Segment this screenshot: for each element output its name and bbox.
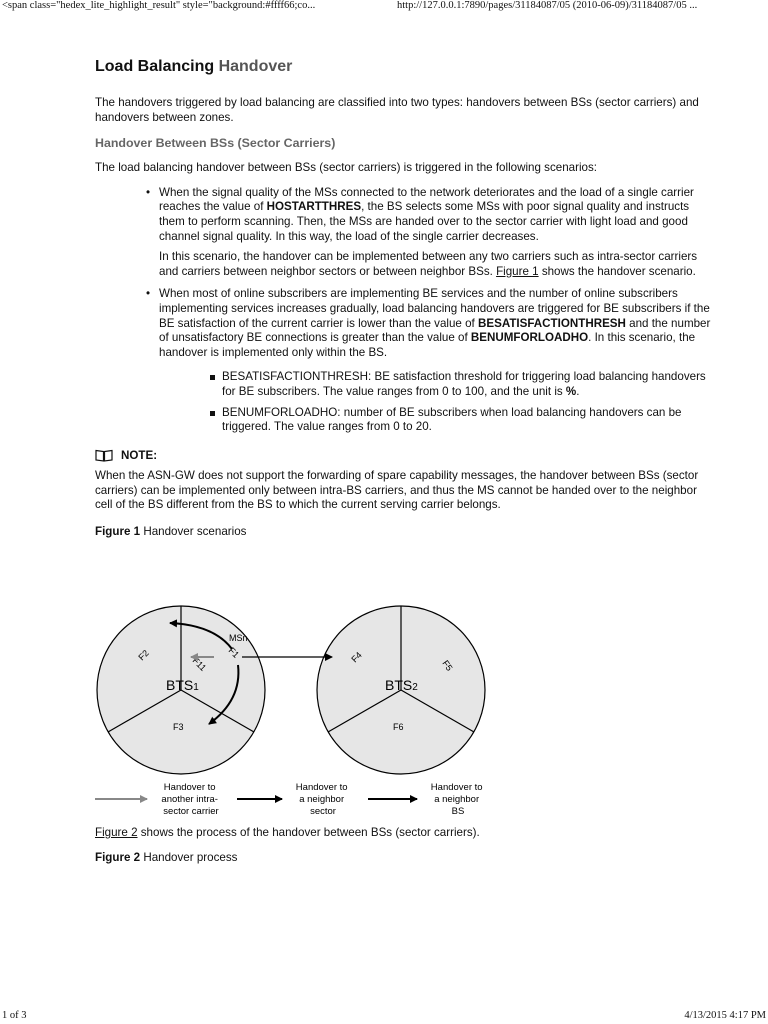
print-header-source: <span class="hedex_lite_highlight_result" style="background:#ffff66;co... (2, 0, 316, 11)
figure2-label: Figure 2 (95, 850, 141, 864)
param-besatisfactionthresh: BESATISFACTIONTHRESH (477, 316, 626, 330)
parameter-list (159, 370, 715, 434)
legend-label: Handover to a neighbor BS (430, 782, 483, 817)
bullet2-text: When most of online subscribers are implementing BE services and the number of online subscribers implementing services increases gradually, load balancing handovers are triggered for BE subscribers if the BE satisfaction of the current carrier is lower than the value of (159, 287, 710, 330)
title-accent: Handover (218, 58, 293, 75)
figure2-ref-text: shows the process of the handover between BSs (sector carriers). (137, 826, 480, 839)
param-unit: % (565, 384, 577, 398)
handover-scenarios-diagram (92, 605, 492, 830)
param-benumforloadho: BENUMFORLOADHO (470, 331, 589, 345)
bullet1-text: When the signal quality of the MSs connected to the network deteriorates and the load of a single carrier reaches the value of (159, 185, 694, 214)
bts2-label: BTS2 (385, 677, 418, 693)
print-datetime: 4/13/2015 4:17 PM (684, 1010, 766, 1021)
bullet1-sub-text: In this scenario, the handover can be implemented between any two carriers such as intra-sector carriers and carriers between neighbor sectors or between neighbor BSs. (159, 250, 698, 278)
sector-label: F2 (136, 647, 151, 663)
section-heading: Handover Between BSs (Sector Carriers) (95, 136, 336, 151)
param-hostartthres: HOSTARTTHRES (266, 200, 362, 214)
note-label: NOTE: (121, 448, 158, 462)
sector-label: F6 (393, 722, 404, 732)
param-desc: BENUMFORLOADHO: number of BE subscribers when load balancing handovers can be triggered. The value ranges from 0 to 20. (222, 405, 682, 434)
figure2-title: Handover process (143, 850, 238, 864)
figure1-label: Figure 1 (95, 525, 141, 539)
scenario-list (95, 186, 715, 435)
title-main: Load Balancing (95, 58, 215, 75)
bts1-label: BTS1 (166, 677, 199, 693)
sector-label: F1 (226, 645, 242, 660)
sector-label: F4 (349, 649, 364, 665)
param-desc: BESATISFACTIONTHRESH: BE satisfaction threshold for triggering load balancing handovers for BE subscribers. The value ranges from 0 to 100, and the unit is (222, 370, 706, 398)
sector-label: F5 (440, 658, 455, 673)
legend-label: Handover to another intra- sector carrier (161, 782, 219, 817)
bullet1-sub-text-end: shows the handover scenario. (538, 264, 696, 278)
bts1-cell (97, 606, 265, 774)
note-text: When the ASN-GW does not support the forwarding of spare capability messages, the handover between BSs (sector carriers) can be implemented only between intra-BS carriers, and thus the MS cannot be handed over to the neighbor cell of the BS different from the BS to which the current serving carrier belongs. (95, 469, 699, 512)
figure2-caption (95, 851, 715, 866)
bullet2-text-mid: and the number of unsatisfactory BE connections is greater than the value of (159, 316, 711, 345)
after-figure-text (95, 826, 715, 865)
bullet1-text-end: , the BS selects some MSs with poor signal quality and instructs them to perform scanning. Then, the MSs are handed over to the sector carrier with light load and good channel signal quality. In this way, the load of the single carrier decreases. (159, 200, 690, 243)
list-item (159, 186, 715, 280)
ms-label: MSn (229, 633, 248, 643)
document-body (95, 56, 715, 540)
page-number: 1 of 3 (2, 1010, 27, 1021)
bullet2-text-end: . In this scenario, the handover is implemented only within the BS. (159, 331, 696, 359)
param-desc-end: . (576, 384, 580, 398)
print-header-url: http://127.0.0.1:7890/pages/31184087/05 (2010-06-09)/31184087/05 ... (397, 0, 698, 11)
list-item (222, 406, 715, 435)
page-title (95, 56, 715, 78)
section-intro: The load balancing handover between BSs (sector carriers) is triggered in the following scenarios: (95, 161, 598, 175)
print-footer (0, 1010, 768, 1024)
bts2-cell (317, 606, 485, 774)
figure1-title: Handover scenarios (143, 525, 247, 539)
sector-label: F3 (173, 722, 184, 732)
list-item (222, 370, 715, 399)
diagram-legend (95, 782, 485, 817)
legend-label: Handover to a neighbor sector (295, 782, 348, 817)
figure1-caption (95, 525, 715, 540)
intro-paragraph: The handovers triggered by load balancing are classified into two types: handovers between BSs (sector carriers) and handovers between zones. (95, 96, 699, 124)
figure1-link[interactable]: Figure 1 (496, 264, 539, 278)
list-item (159, 287, 715, 434)
sector-label: F11 (190, 655, 209, 673)
print-header (0, 0, 768, 14)
figure2-reference (95, 826, 715, 841)
figure2-link[interactable]: Figure 2 (95, 826, 138, 839)
note-heading (95, 449, 715, 464)
book-icon (95, 449, 113, 462)
